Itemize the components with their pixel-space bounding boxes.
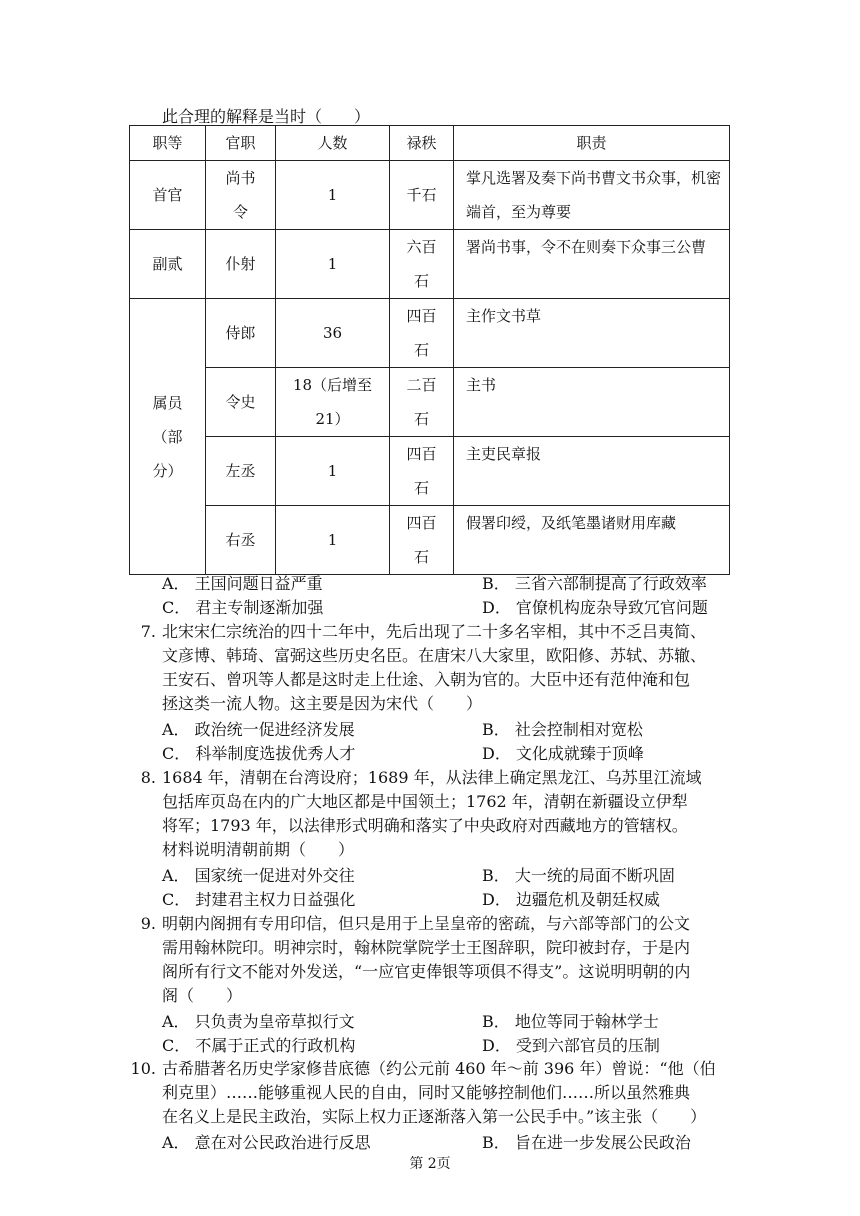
q9-option-c[interactable]: C． 不属于正式的行政机构 bbox=[162, 1036, 356, 1055]
q10-number: 10. bbox=[130, 1059, 156, 1078]
official-table bbox=[129, 125, 730, 575]
q7-line: 拯这类一流人物。这主要是因为宋代（ ） bbox=[162, 694, 483, 713]
q7-line: 文彦博、韩琦、富弼这些历史名臣。在唐宋八大家里，欧阳修、苏轼、苏辙、 bbox=[162, 646, 707, 665]
cell-count: 1 bbox=[276, 161, 390, 230]
q9-line: 阁所有行文不能对外发送，“一应官吏俸银等项俱不得支”。这说明明朝的内 bbox=[162, 962, 691, 981]
cell-rank: 首官 bbox=[130, 161, 206, 230]
page-number: 第 2页 bbox=[409, 1156, 451, 1172]
q10-option-b[interactable]: B． 旨在进一步发展公民政治 bbox=[482, 1133, 691, 1152]
table-row bbox=[130, 506, 730, 575]
cell-title: 右丞 bbox=[206, 506, 276, 575]
table-row bbox=[130, 299, 730, 368]
q7-line: 北宋宋仁宗统治的四十二年中，先后出现了二十多名宰相，其中不乏吕夷简、 bbox=[162, 622, 707, 641]
q8-line: 将军；1793 年，以法律形式明确和落实了中央政府对西藏地方的管辖权。 bbox=[162, 816, 688, 835]
q8-line: 1684 年，清朝在台湾设府；1689 年，从法律上确定黑龙江、乌苏里江流域 bbox=[162, 768, 702, 787]
q8-option-c[interactable]: C． 封建君主权力日益强化 bbox=[162, 890, 356, 909]
q6-option-c[interactable]: C． 君主专制逐渐加强 bbox=[162, 598, 324, 617]
cell-title: 仆射 bbox=[206, 230, 276, 299]
q8-option-a[interactable]: A． 国家统一促进对外交往 bbox=[162, 866, 355, 885]
q10-stem bbox=[162, 1057, 742, 1129]
cell-count: 1 bbox=[276, 506, 390, 575]
q8-line: 材料说明清朝前期（ ） bbox=[162, 840, 355, 859]
q8-number: 8. bbox=[140, 768, 156, 787]
q6-option-d[interactable]: D． 官僚机构庞杂导致冗官问题 bbox=[482, 598, 708, 617]
header-count: 人数 bbox=[276, 126, 390, 161]
q7-options-row-2 bbox=[0, 741, 860, 765]
q9-option-a[interactable]: A． 只负责为皇帝草拟行文 bbox=[162, 1012, 355, 1031]
q7-stem bbox=[162, 620, 742, 716]
table-row bbox=[130, 368, 730, 437]
cell-title: 侍郎 bbox=[206, 299, 276, 368]
q9-options-row-2 bbox=[0, 1033, 860, 1057]
cell-salary: 四百石 bbox=[390, 437, 454, 506]
q9-line: 阁（ ） bbox=[162, 986, 243, 1005]
cell-duty: 掌凡选署及奏下尚书曹文书众事，机密端首，至为尊要 bbox=[454, 161, 730, 230]
q8-options-row-2 bbox=[0, 887, 860, 911]
header-salary: 禄秩 bbox=[390, 126, 454, 161]
q7-line: 王安石、曾巩等人都是这时走上仕途、入朝为官的。大臣中还有范仲淹和包 bbox=[162, 670, 691, 689]
q10-options-row-1 bbox=[0, 1130, 860, 1154]
cell-count: 1 bbox=[276, 230, 390, 299]
table-header-row bbox=[130, 126, 730, 161]
q8-option-d[interactable]: D． 边疆危机及朝廷权威 bbox=[482, 890, 660, 909]
cell-duty: 署尚书事，令不在则奏下众事三公曹 bbox=[454, 230, 730, 299]
q9-stem bbox=[162, 912, 742, 1008]
cell-count: 18（后增至21） bbox=[276, 368, 390, 437]
q7-number: 7. bbox=[140, 622, 156, 641]
cell-salary: 千石 bbox=[390, 161, 454, 230]
q7-option-d[interactable]: D． 文化成就臻于顶峰 bbox=[482, 744, 644, 763]
cell-title: 左丞 bbox=[206, 437, 276, 506]
q9-line: 需用翰林院印。明神宗时，翰林院掌院学士王图辞职，院印被封存，于是内 bbox=[162, 938, 691, 957]
q8-stem bbox=[162, 766, 742, 862]
cell-duty: 假署印绶，及纸笔墨诸财用库藏 bbox=[454, 506, 730, 575]
q8-option-b[interactable]: B． 大一统的局面不断巩固 bbox=[482, 866, 675, 885]
cell-rank: 属员（部分） bbox=[130, 299, 206, 575]
cell-salary: 二百石 bbox=[390, 368, 454, 437]
q9-option-b[interactable]: B． 地位等同于翰林学士 bbox=[482, 1012, 659, 1031]
cell-salary: 四百石 bbox=[390, 299, 454, 368]
q9-option-d[interactable]: D． 受到六部官员的压制 bbox=[482, 1036, 660, 1055]
header-duty: 职责 bbox=[454, 126, 730, 161]
header-title: 官职 bbox=[206, 126, 276, 161]
q6-options-row-2 bbox=[0, 595, 860, 619]
q6-option-b[interactable]: B． 三省六部制提高了行政效率 bbox=[482, 574, 707, 593]
cell-title: 尚书令 bbox=[206, 161, 276, 230]
q7-options-row-1 bbox=[0, 717, 860, 741]
cell-count: 36 bbox=[276, 299, 390, 368]
q10-option-a[interactable]: A． 意在对公民政治进行反思 bbox=[162, 1133, 371, 1152]
table-row bbox=[130, 161, 730, 230]
q10-line: 利克里）……能够重视人民的自由，同时又能够控制他们……所以虽然雅典 bbox=[162, 1083, 691, 1102]
table-row bbox=[130, 437, 730, 506]
q7-option-c[interactable]: C． 科举制度选拔优秀人才 bbox=[162, 744, 356, 763]
cell-duty: 主书 bbox=[454, 368, 730, 437]
q10-line: 古希腊著名历史学家修昔底德（约公元前 460 年～前 396 年）曾说：“他（伯 bbox=[162, 1059, 716, 1078]
q7-option-b[interactable]: B． 社会控制相对宽松 bbox=[482, 720, 643, 739]
q6-option-a[interactable]: A． 王国问题日益严重 bbox=[162, 574, 323, 593]
q9-line: 明朝内阁拥有专用印信，但只是用于上呈皇帝的密疏，与六部等部门的公文 bbox=[162, 914, 691, 933]
cell-duty: 主作文书草 bbox=[454, 299, 730, 368]
header-rank: 职等 bbox=[130, 126, 206, 161]
q8-options-row-1 bbox=[0, 863, 860, 887]
q9-number: 9. bbox=[140, 914, 156, 933]
q7-option-a[interactable]: A． 政治统一促进经济发展 bbox=[162, 720, 355, 739]
q10-line: 在名义上是民主政治，实际上权力正逐渐落入第一公民手中。”该主张（ ） bbox=[162, 1107, 707, 1126]
q6-stem-tail: 此合理的解释是当时（ ） bbox=[162, 107, 371, 126]
cell-count: 1 bbox=[276, 437, 390, 506]
cell-salary: 四百石 bbox=[390, 506, 454, 575]
cell-title: 令史 bbox=[206, 368, 276, 437]
cell-salary: 六百石 bbox=[390, 230, 454, 299]
q6-options-row-1 bbox=[0, 571, 860, 595]
q8-line: 包括库页岛在内的广大地区都是中国领土；1762 年，清朝在新疆设立伊犁 bbox=[162, 792, 688, 811]
cell-rank: 副贰 bbox=[130, 230, 206, 299]
q9-options-row-1 bbox=[0, 1009, 860, 1033]
table-row bbox=[130, 230, 730, 299]
cell-duty: 主吏民章报 bbox=[454, 437, 730, 506]
